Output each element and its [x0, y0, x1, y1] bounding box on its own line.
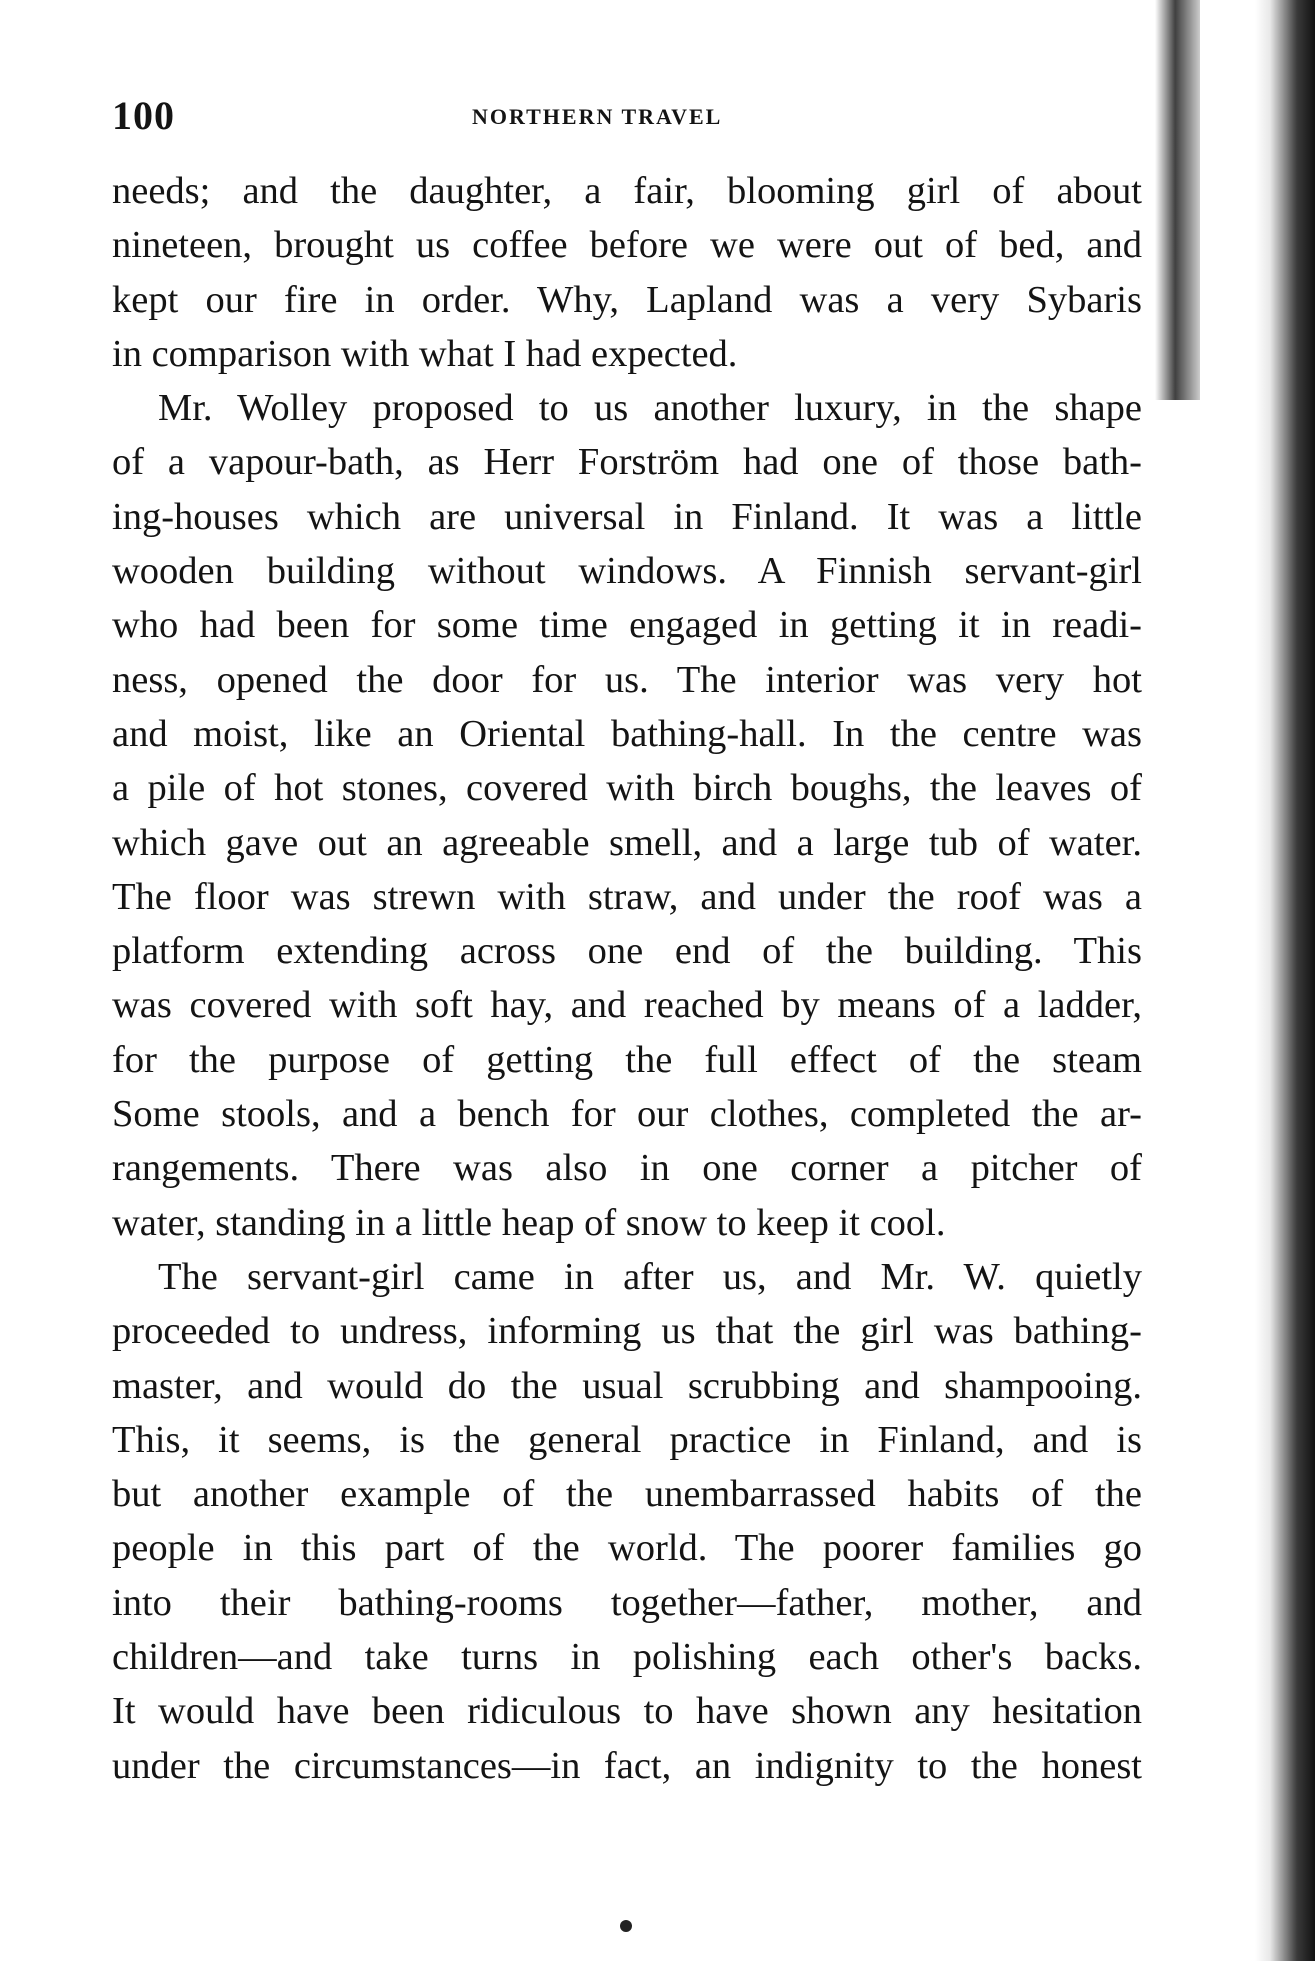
text-line: of a vapour-bath, as Herr Forström had one of those bath- — [112, 441, 1142, 484]
text-line: wooden building without windows. A Finnish servant-girl — [112, 550, 1142, 593]
text-line: The floor was strewn with straw, and under the roof was a — [112, 875, 1142, 918]
text-line: needs; and the daughter, a fair, blooming girl of about — [112, 170, 1142, 212]
text-line: water, standing in a little heap of snow to keep it cool. — [112, 1201, 946, 1244]
text-line: for the purpose of getting the full effect of the steam — [112, 1038, 1142, 1081]
text-line: children—and take turns in polishing each other's backs. — [112, 1636, 1142, 1679]
text-line: Some stools, and a bench for our clothes, completed the ar- — [112, 1093, 1142, 1136]
page-header — [112, 92, 1142, 144]
running-title: NORTHERN TRAVEL — [472, 104, 723, 129]
text-line: but another example of the unembarrassed habits of the — [112, 1473, 1142, 1516]
text-line: people in this part of the world. The poorer families go — [112, 1527, 1142, 1570]
text-line: proceeded to undress, informing us that the girl was bathing- — [112, 1310, 1142, 1353]
text-line: a pile of hot stones, covered with birch boughs, the leaves of — [112, 767, 1142, 810]
text-line: nineteen, brought us coffee before we were out of bed, and — [112, 224, 1142, 267]
text-line: ness, opened the door for us. The interior was very hot — [112, 658, 1142, 701]
text-line: ing-houses which are universal in Finland. It was a little — [112, 495, 1142, 538]
body-text — [112, 164, 1142, 1793]
binding-shadow — [1255, 0, 1315, 1961]
text-line: rangements. There was also in one corner a pitcher of — [112, 1147, 1142, 1190]
text-line: This, it seems, is the general practice in Finland, and is — [112, 1418, 1142, 1461]
text-line: kept our fire in order. Why, Lapland was a very Sybaris — [112, 278, 1142, 321]
text-line: into their bathing-rooms together—father, mother, and — [112, 1581, 1142, 1624]
binding-smudge — [1155, 0, 1200, 400]
text-line: platform extending across one end of the building. This — [112, 930, 1142, 973]
text-line: under the circumstances—in fact, an indignity to the honest — [112, 1744, 1142, 1787]
text-line: and moist, like an Oriental bathing-hall. In the centre was — [112, 712, 1142, 755]
text-line: It would have been ridiculous to have shown any hesitation — [112, 1690, 1142, 1733]
ink-dot — [620, 1920, 632, 1932]
text-line: who had been for some time engaged in getting it in readi- — [112, 604, 1142, 647]
text-line: Mr. Wolley proposed to us another luxury, in the shape — [158, 387, 1142, 430]
text-line: master, and would do the usual scrubbing and shampooing. — [112, 1364, 1142, 1407]
text-line: in comparison with what I had expected. — [112, 332, 738, 375]
text-line: was covered with soft hay, and reached by means of a ladder, — [112, 984, 1142, 1027]
text-line: The servant-girl came in after us, and Mr. W. quietly — [158, 1255, 1142, 1298]
page-number: 100 — [112, 93, 175, 138]
text-line: which gave out an agreeable smell, and a large tub of water. — [112, 821, 1142, 864]
